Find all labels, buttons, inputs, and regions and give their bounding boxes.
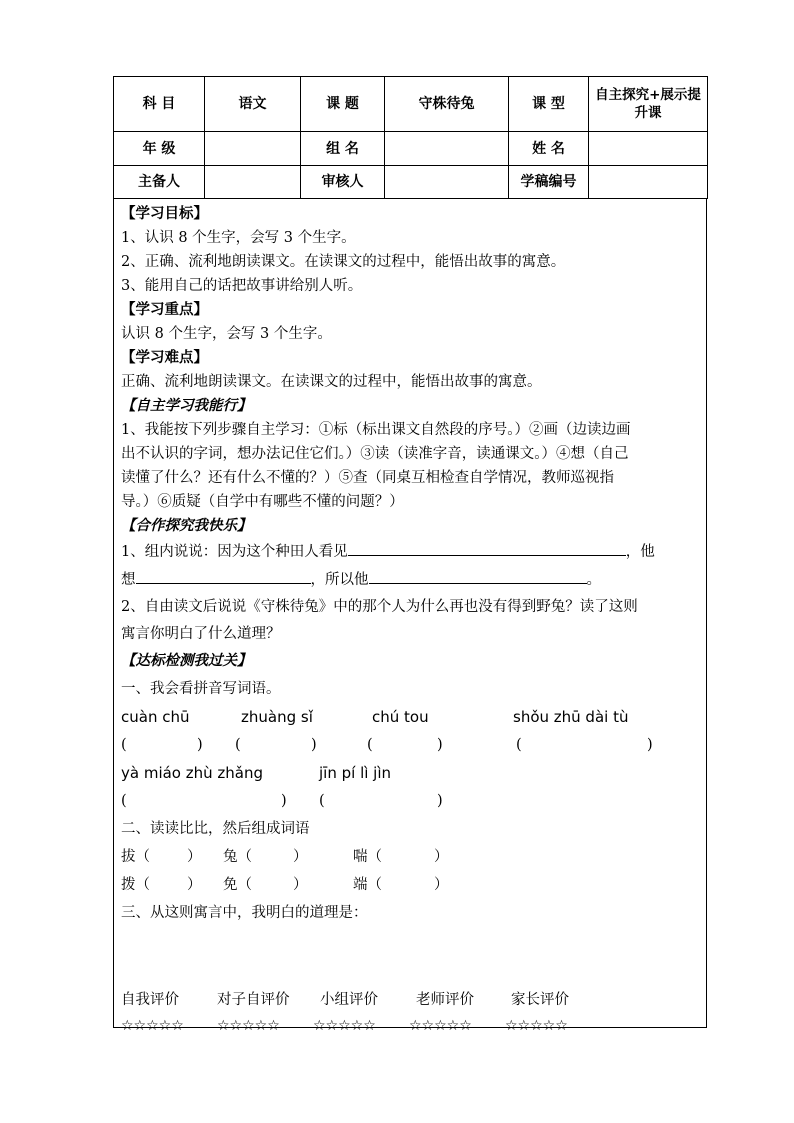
type-value: 自主探究+展示提升课 (589, 77, 708, 132)
goals-title: 【学习目标】 (121, 205, 208, 222)
paren-close: ） (187, 877, 202, 893)
cooperate-q2-line1: 2、自由读文后说说《守株待兔》中的那个人为什么再也没有得到野兔？读了这则 (121, 599, 638, 615)
star-rating[interactable]: ☆☆☆☆☆ (217, 1018, 280, 1034)
self-study-line: 1、我能按下列步骤自主学习：①标（标出课文自然段的序号。）②画（边读边画 (121, 422, 631, 438)
focus-title: 【学习重点】 (121, 301, 208, 318)
pinyin-item: jīn pí lì jìn (319, 764, 392, 782)
compare-char: 端（ (353, 877, 382, 893)
group-label: 组 名 (301, 132, 385, 166)
self-study-line: 读懂了什么？还有什么不懂的？）⑤查（同桌互相检查自学情况，教师巡视指 (121, 470, 614, 486)
paren-open: ( (121, 737, 127, 753)
q1-blank-so[interactable] (369, 567, 587, 584)
paren-open: ( (367, 737, 373, 753)
compare-char: 免（ (223, 877, 252, 893)
eval-label: 对子自评价 (217, 992, 290, 1008)
star-rating[interactable]: ☆☆☆☆☆ (121, 1018, 184, 1034)
paren-close: ） (293, 877, 308, 893)
test-part3-title: 三、从这则寓言中，我明白的道理是： (121, 905, 368, 921)
paren-close: ) (281, 793, 287, 809)
reviewer-label: 审核人 (301, 166, 385, 199)
paren-open: ( (516, 737, 522, 753)
group-field[interactable] (385, 132, 509, 166)
star-rating[interactable]: ☆☆☆☆☆ (505, 1018, 568, 1034)
goal-item: 2、正确、流利地朗读课文。在读课文的过程中，能悟出故事的寓意。 (121, 254, 566, 270)
pinyin-item: chú tou (372, 708, 429, 726)
type-label: 课 型 (509, 77, 589, 132)
evaluation-stars (121, 1013, 701, 1039)
topic-label: 课 题 (301, 77, 385, 132)
paren-close: ) (647, 737, 653, 753)
test-part1-title: 一、我会看拼音写词语。 (121, 681, 281, 697)
self-study-line: 导。）⑥质疑（自学中有哪些不懂的问题？） (121, 494, 404, 510)
subject-value: 语文 (205, 77, 301, 132)
goal-item: 3、能用自己的话把故事讲给别人听。 (121, 278, 363, 294)
name-field[interactable] (589, 132, 708, 166)
content-box (113, 199, 707, 1034)
name-label: 姓 名 (509, 132, 589, 166)
q1-blank-seen[interactable] (348, 539, 626, 556)
preparer-label: 主备人 (114, 166, 205, 199)
pinyin-item: cuàn chū (121, 708, 190, 726)
q1-blank-thought[interactable] (136, 567, 311, 584)
paren-close: ） (187, 849, 202, 865)
compare-char: 喘（ (353, 849, 382, 865)
cooperate-q2-line2: 寓言你明白了什么道理？ (121, 626, 281, 642)
test-title: 【达标检测我过关】 (121, 652, 252, 669)
eval-label: 小组评价 (320, 992, 378, 1008)
paren-open: ( (121, 793, 127, 809)
eval-label: 自我评价 (121, 992, 179, 1008)
cooperate-q1-line1 (121, 538, 701, 566)
difficulty-text: 正确、流利地朗读课文。在读课文的过程中，能悟出故事的寓意。 (121, 374, 542, 390)
difficulty-title: 【学习难点】 (121, 349, 208, 366)
worksheet (113, 76, 707, 1034)
subject-label: 科 目 (114, 77, 205, 132)
test-part2-title: 二、读读比比，然后组成词语 (121, 821, 310, 837)
goal-item: 1、认识 8 个生字，会写 3 个生字。 (121, 230, 356, 246)
paren-close: ） (434, 849, 449, 865)
topic-value: 守株待兔 (385, 77, 509, 132)
paren-open: ( (319, 793, 325, 809)
plan-no-field[interactable] (589, 166, 708, 199)
compare-char: 拨（ (121, 877, 150, 893)
q1-text-e: 。 (586, 572, 601, 588)
paren-close: ） (434, 877, 449, 893)
compare-char: 兔（ (223, 849, 252, 865)
eval-label: 老师评价 (416, 992, 474, 1008)
q1-text-c: 想 (121, 572, 136, 588)
pinyin-item: shǒu zhū dài tù (513, 708, 629, 726)
star-rating[interactable]: ☆☆☆☆☆ (313, 1018, 376, 1034)
compare-row-2[interactable] (121, 871, 701, 899)
eval-label: 家长评价 (511, 992, 569, 1008)
cooperate-title: 【合作探究我快乐】 (121, 517, 252, 534)
plan-no-label: 学稿编号 (509, 166, 589, 199)
self-study-title: 【自主学习我能行】 (121, 397, 252, 414)
paren-close: ) (437, 737, 443, 753)
q1-text-b: ，他 (625, 544, 655, 560)
self-study-line: 出不认识的字词，想办法记住它们。）③读（读准字音，读通课文。）④想（自己 (121, 446, 629, 462)
paren-close: ) (197, 737, 203, 753)
q1-text-a: 1、组内说说：因为这个种田人看见 (121, 544, 348, 560)
cooperate-q1-line2 (121, 566, 701, 594)
preparer-field[interactable] (205, 166, 301, 199)
pinyin-item: zhuàng sǐ (241, 708, 313, 726)
star-rating[interactable]: ☆☆☆☆☆ (409, 1018, 472, 1034)
answer-row-2[interactable] (121, 787, 701, 815)
evaluation-labels (121, 987, 701, 1013)
q1-text-d: ，所以他 (310, 572, 369, 588)
grade-label: 年 级 (114, 132, 205, 166)
compare-row-1[interactable] (121, 843, 701, 871)
pinyin-item: yà miáo zhù zhǎng (121, 764, 264, 782)
answer-area[interactable] (121, 927, 701, 987)
pinyin-row-1 (121, 703, 701, 731)
header-table (113, 76, 708, 199)
pinyin-row-2 (121, 759, 701, 787)
paren-open: ( (235, 737, 241, 753)
grade-field[interactable] (205, 132, 301, 166)
compare-char: 拔（ (121, 849, 150, 865)
paren-close: ) (311, 737, 317, 753)
paren-close: ) (437, 793, 443, 809)
answer-row-1[interactable] (121, 731, 701, 759)
focus-text: 认识 8 个生字，会写 3 个生字。 (121, 326, 332, 342)
paren-close: ） (293, 849, 308, 865)
reviewer-field[interactable] (385, 166, 509, 199)
